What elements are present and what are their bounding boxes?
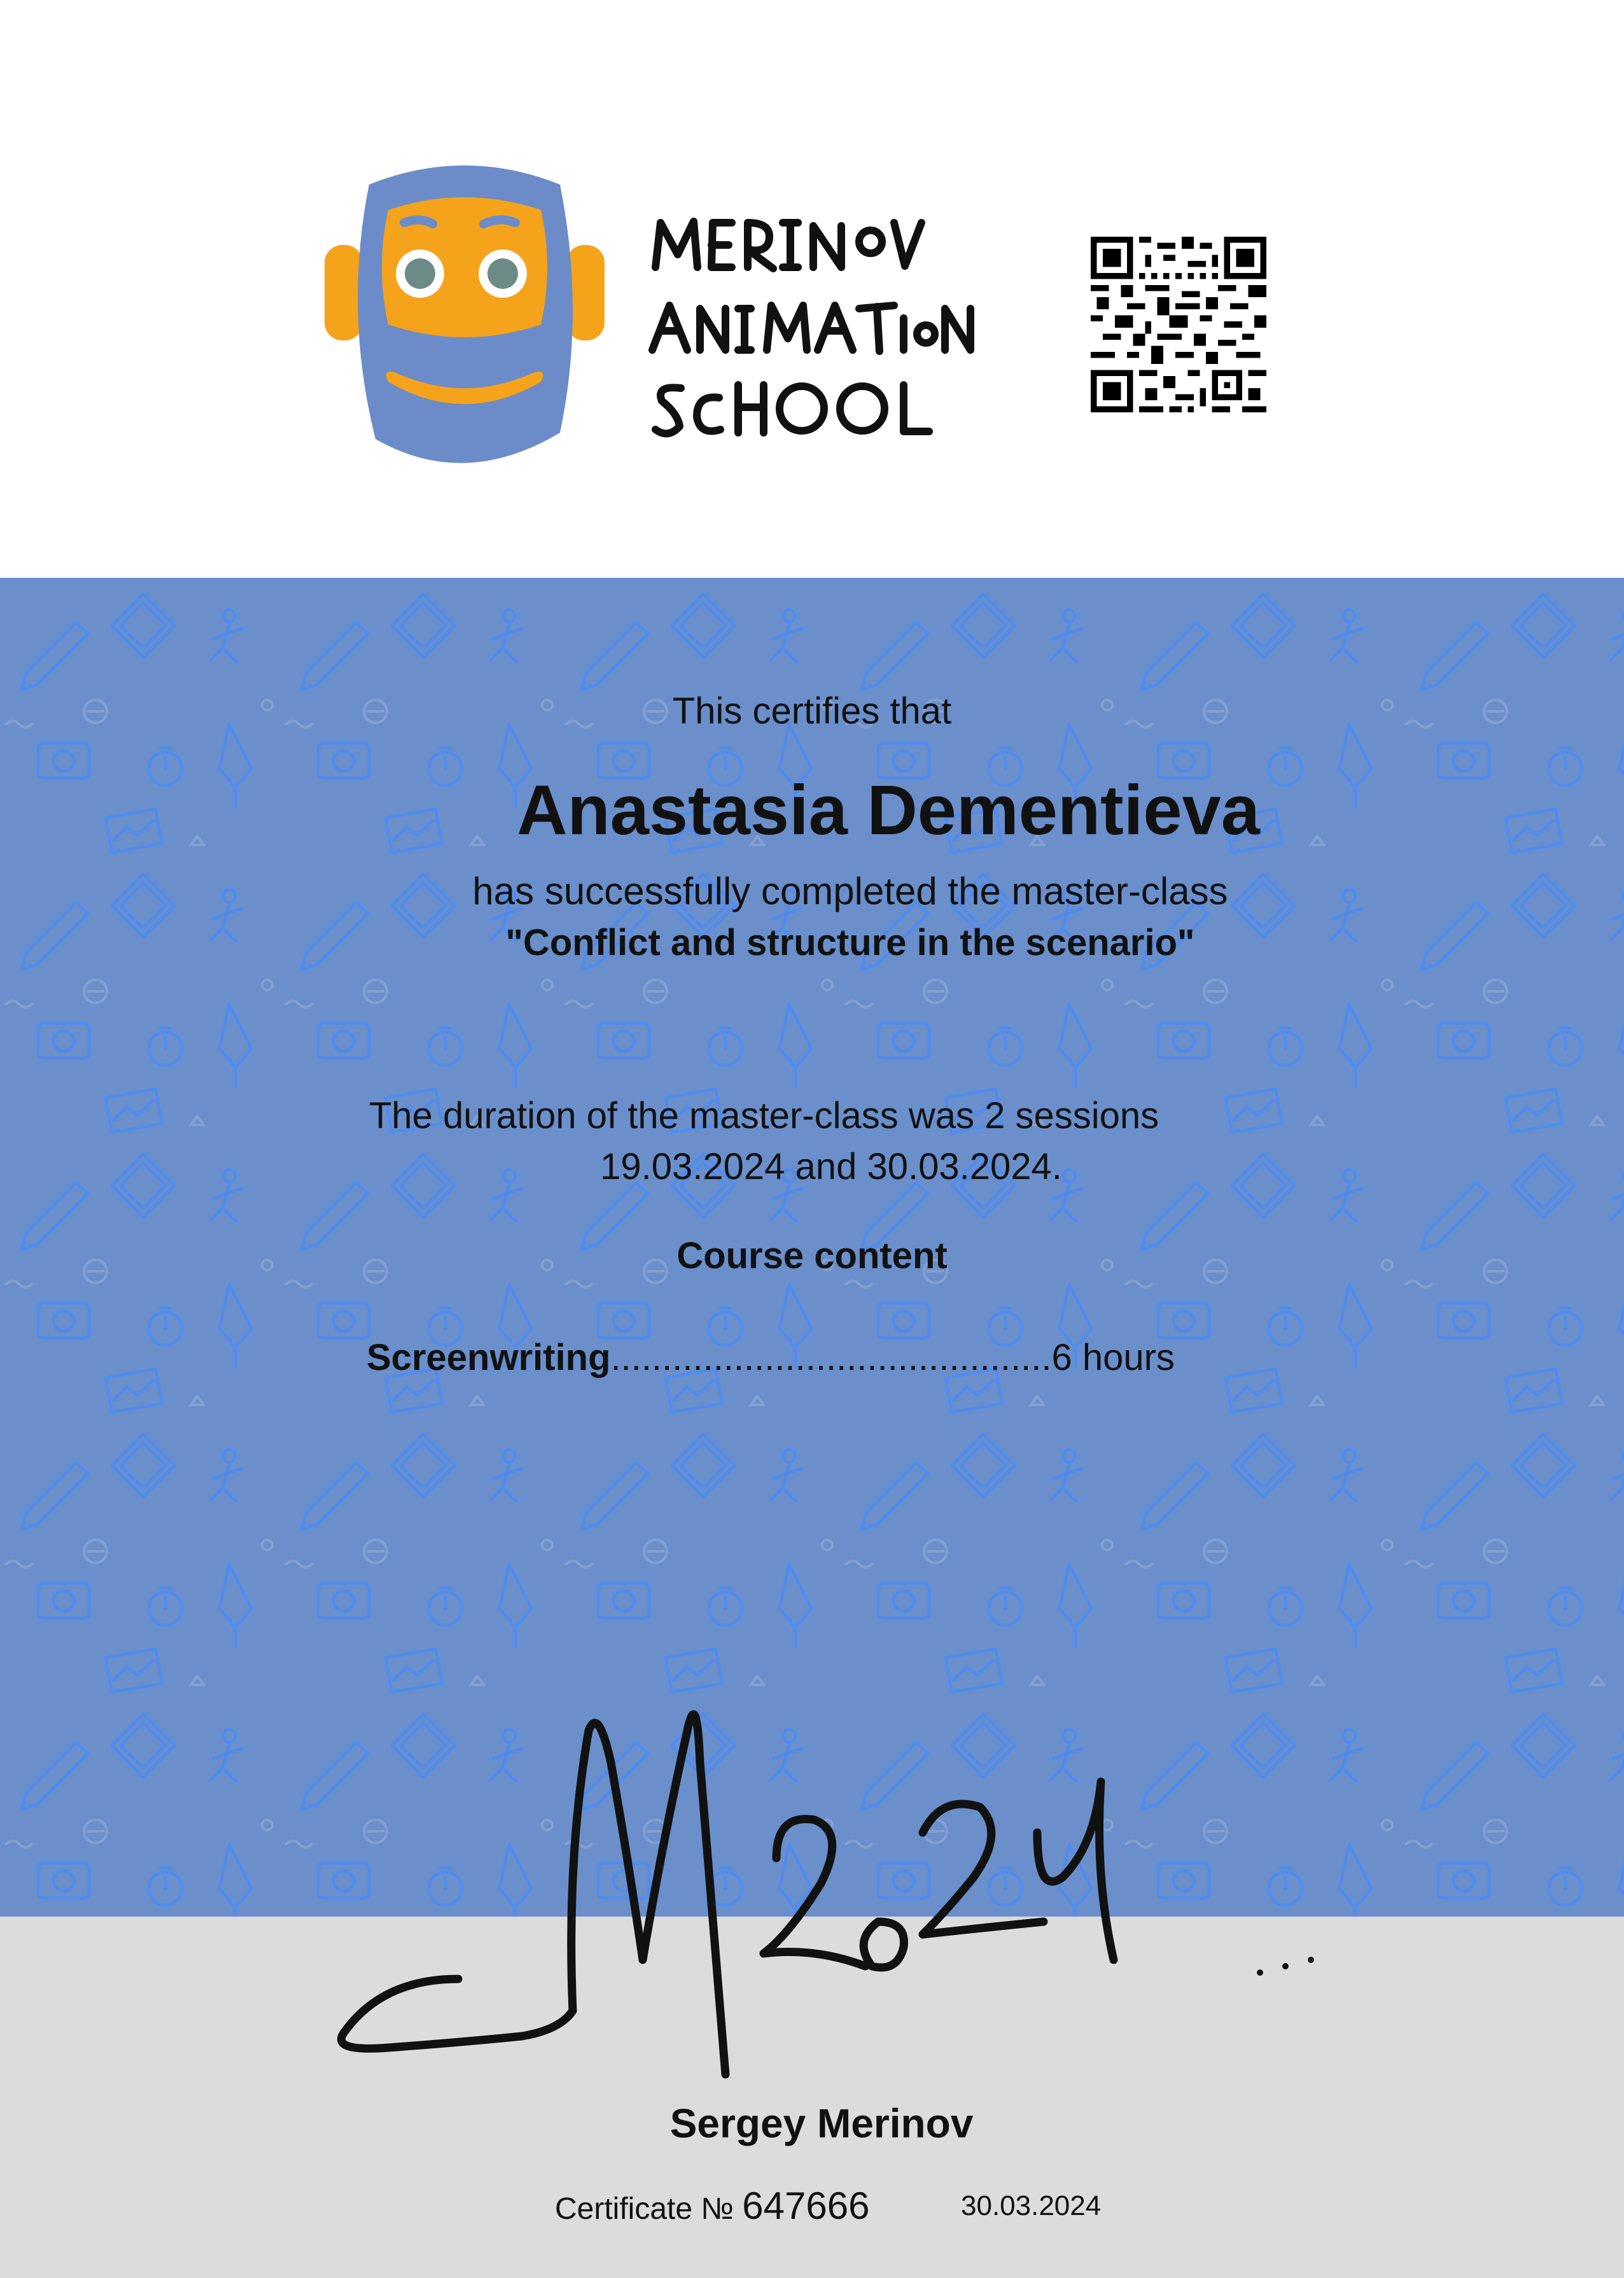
certificate-date: 30.03.2024 (961, 2190, 1102, 2221)
course-content-item (367, 1336, 1175, 1379)
session-dates: 19.03.2024 and 30.03.2024. (600, 1146, 1062, 1187)
completion-statement: has successfully completed the master-class (472, 870, 1228, 912)
signer-name: Sergey Merinov (669, 2100, 974, 2146)
qr-code-icon (1091, 237, 1266, 412)
certificate-header (0, 0, 1624, 579)
certificate-number-row (555, 2184, 869, 2228)
content-subject: Screenwriting (367, 1337, 611, 1378)
school-logo (643, 204, 1025, 445)
course-title: "Conflict and structure in the scenario" (505, 922, 1195, 963)
certificate-number: 647666 (742, 2184, 870, 2227)
content-leader: ........................................... (610, 1337, 1052, 1378)
content-hours: 6 hours (1051, 1337, 1175, 1378)
handwritten-signature (331, 1667, 1362, 2081)
duration-statement: The duration of the master-class was 2 sessions (369, 1095, 1159, 1136)
robot-face-icon (325, 159, 611, 477)
certificate-number-label: Certificate № (555, 2192, 734, 2226)
certifies-intro: This certifies that (672, 690, 952, 732)
recipient-name: Anastasia Dementieva (517, 771, 1260, 849)
course-content-heading: Course content (676, 1235, 948, 1276)
